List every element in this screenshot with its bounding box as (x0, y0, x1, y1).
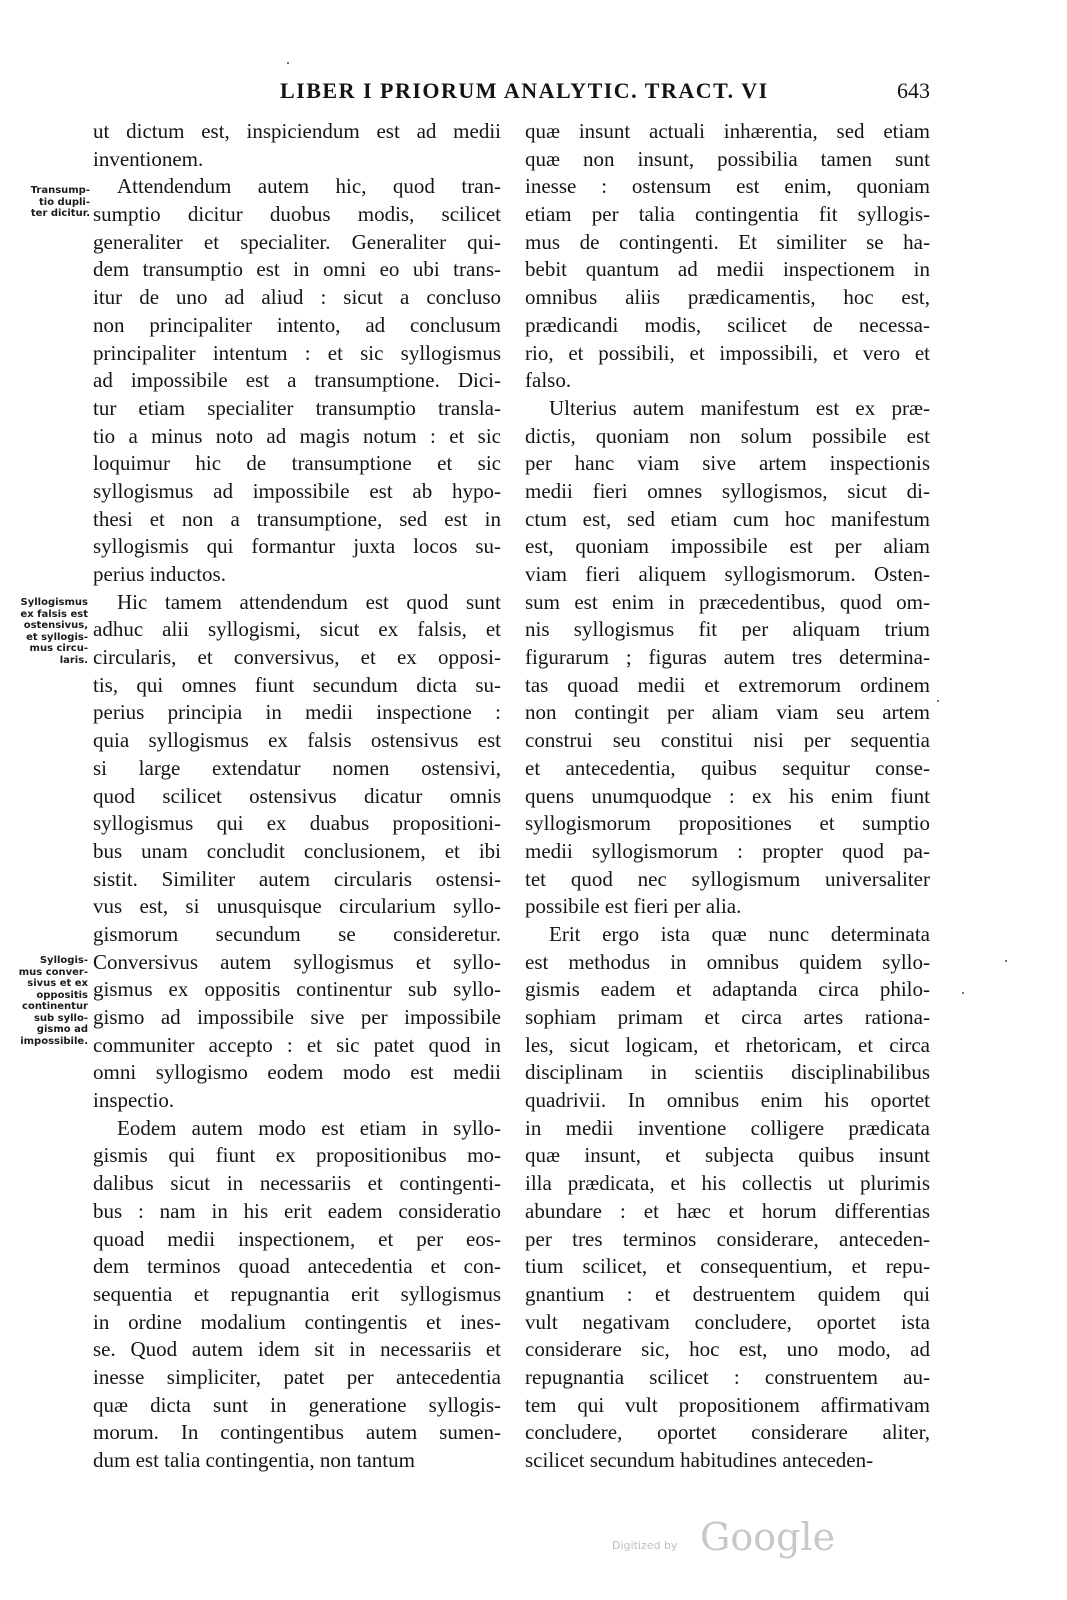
text-line: nis syllogismus fit per aliquam trium (525, 617, 930, 642)
text-line: dum est talia contingentia, non tantum (93, 1448, 415, 1472)
margin-note-line: gismo ad (36, 1024, 88, 1035)
text-line: ad impossibile est a transumptione. Dici- (93, 368, 501, 393)
margin-note-line: tio dupli- (38, 196, 90, 208)
text-line: bebit quantum ad medii inspectionem in (525, 257, 930, 282)
text-line: Erit ergo ista quæ nunc determinata (549, 921, 930, 946)
margin-note-line: sub syllo- (33, 1012, 88, 1024)
text-line: Hic tamem attendendum est quod sunt (117, 589, 501, 614)
text-line: medii syllogismorum : propter quod pa- (525, 838, 930, 863)
text-line: per tres terminos considerare, anteceden- (525, 1226, 930, 1251)
text-line: gismorum secundum se consideretur. (93, 921, 501, 946)
text-line: repugnantia scilicet : construentem au- (525, 1364, 930, 1389)
text-line: dictis, quoniam non solum possibile est (525, 423, 930, 448)
text-line: sophiam primam et circa artes rationa- (525, 1005, 930, 1029)
text-line: in ordine modalium contingentis et ines- (93, 1309, 501, 1334)
text-line: ctum est, sed etiam cum hoc manifestum (525, 506, 930, 531)
text-line: non principaliter intento, ad conclusum (93, 312, 501, 337)
text-line: tem qui vult propositionem affirmativam (525, 1392, 930, 1417)
text-line: quadrivii. In omnibus enim his oportet (525, 1088, 930, 1113)
text-line: falso. (525, 368, 572, 393)
scan-speck (1005, 960, 1007, 962)
text-line: perius principia in medii inspectione : (93, 700, 501, 725)
text-line: syllogismis qui formantur juxta locos su- (93, 534, 501, 559)
text-line: est, quoniam impossibile est per aliam (525, 534, 930, 559)
text-line: quæ non insunt, possibilia tamen sunt (525, 146, 930, 171)
text-line: abundare : et hæc et horum differentias (525, 1198, 930, 1223)
text-line: sum est enim in præcedentibus, quod om- (525, 589, 930, 614)
text-line: syllogismorum propositiones et sumptio (525, 811, 930, 836)
text-line: vus est, si unusquisque circularium syllo- (93, 894, 501, 919)
text-line: viam fieri aliquem syllogismorum. Osten- (525, 562, 930, 586)
margin-note-line: impossibile. (20, 1035, 88, 1047)
text-line: les, sicut logicam, et rhetoricam, et circa (525, 1032, 930, 1057)
scan-speck (287, 62, 289, 64)
text-line: et antecedentia, quibus sequitur conse- (525, 755, 930, 780)
text-line: quæ dicta sunt in generatione syllogis- (93, 1392, 501, 1417)
text-line: syllogismus ad impossibile est ab hypo- (93, 478, 501, 503)
margin-note-line: et syllogis- (26, 631, 88, 643)
margin-note-line: sivus et ex (27, 978, 88, 989)
text-line: possibile est fieri per alia. (525, 894, 742, 919)
text-line: illa prædicata, et his collectis ut plurimis (525, 1171, 930, 1196)
text-line: syllogismus qui ex duabus propositioni- (93, 811, 501, 836)
right-text-column (525, 118, 930, 1475)
text-line: principaliter intentum : et sic syllogismus (93, 340, 501, 365)
text-line: Conversivus autem syllogismus et syllo- (93, 949, 501, 974)
running-title: LIBER I PRIORUM ANALYTIC. TRACT. VI (280, 78, 769, 103)
margin-note-line: mus circu- (29, 643, 88, 654)
text-line: medii fieri omnes syllogismos, sicut di- (525, 478, 930, 503)
google-logo: Google (700, 1515, 836, 1559)
text-line: omni syllogismo eodem modo est medii (93, 1060, 501, 1085)
text-line: circularis, et conversivus, et ex opposi- (93, 645, 501, 670)
margin-note-line: continentur (22, 1001, 88, 1012)
text-line: inspectio. (93, 1088, 175, 1113)
text-line: gismus ex oppositis continentur sub syllo- (93, 977, 501, 1002)
text-line: sistit. Similiter autem circularis ostensi- (93, 866, 501, 891)
text-line: communiter accepto : et sic patet quod in (93, 1032, 501, 1057)
text-line: bus : nam in his erit eadem consideratio (93, 1198, 501, 1223)
text-line: est methodus in omnibus quidem syllo- (525, 949, 930, 974)
text-line: inesse : ostensum est enim, quoniam (525, 174, 930, 199)
digitized-label: Digitized by (612, 1539, 678, 1552)
text-line: gismis qui fiunt ex propositionibus mo- (93, 1143, 501, 1168)
text-line: rio, et possibili, et impossibili, et vero et (525, 340, 930, 365)
scan-speck (937, 700, 939, 702)
margin-note-line: Syllogis- (39, 955, 88, 966)
text-line: gismis eadem et adaptanda circa philo- (525, 977, 930, 1002)
text-line: sequentia et repugnantia erit syllogismus (93, 1281, 501, 1306)
text-line: se. Quod autem idem sit in necessariis et (93, 1337, 501, 1362)
text-line: gismo ad impossibile sive per impossibile (93, 1005, 501, 1029)
text-line: dalibus sicut in necessariis et contingenti- (93, 1171, 501, 1196)
text-line: tas quoad medii et extremorum ordinem (525, 672, 930, 697)
text-line: considerare sic, hoc est, uno modo, ad (525, 1337, 930, 1362)
text-line: etiam per talia contingentia fit syllogis- (525, 202, 930, 227)
text-line: tis, qui omnes fiunt secundum dicta su- (93, 672, 501, 697)
text-line: itur de uno ad aliud : sicut a concluso (93, 285, 501, 310)
margin-note-line: ostensivus, (23, 620, 88, 631)
margin-note-line: ex falsis est (20, 608, 88, 620)
text-line: omnibus aliis prædicamentis, hoc est, (525, 285, 930, 310)
left-text-column (93, 118, 501, 1475)
text-line: vult negativam concludere, oportet ista (525, 1309, 930, 1334)
margin-note-line: Syllogismus (20, 597, 88, 608)
text-line: quoad medii inspectionem, et per eos- (93, 1226, 501, 1251)
digitized-footer (612, 1515, 836, 1565)
text-line: Eodem autem modo est etiam in syllo- (117, 1115, 501, 1140)
text-line: per hanc viam sive artem inspectionis (525, 451, 930, 476)
text-line: scilicet secundum habitudines anteceden- (525, 1448, 874, 1472)
text-line: quia syllogismus ex falsis ostensivus est (93, 728, 501, 753)
text-line: inventionem. (93, 146, 204, 171)
page-header (90, 78, 930, 108)
text-line: tur etiam specialiter transumptio transla- (93, 395, 501, 420)
text-line: non contingit per aliam viam seu artem (525, 700, 930, 725)
scan-speck (962, 992, 964, 994)
text-line: tium scilicet, et consequentium, et repu- (525, 1254, 930, 1279)
text-line: sumptio dicitur duobus modis, scilicet (93, 202, 501, 227)
text-line: ut dictum est, inspiciendum est ad medii (93, 119, 501, 143)
text-line: tio a minus noto ad magis notum : et sic (93, 423, 501, 448)
margin-note-line: Transump- (30, 185, 90, 196)
text-line: disciplinam in scientiis disciplinabilibus (525, 1060, 930, 1085)
text-line: perius inductos. (93, 562, 226, 586)
text-line: Ulterius autem manifestum est ex præ- (549, 395, 930, 420)
margin-note-line: oppositis (36, 989, 88, 1001)
page-number: 643 (897, 78, 930, 103)
text-line: dem transumptio est in omni eo ubi trans- (93, 257, 501, 282)
text-line: quens unumquodque : ex his enim fiunt (525, 783, 930, 808)
margin-note-syllogismus-conversivus (0, 955, 88, 1047)
text-line: quod scilicet ostensivus dicatur omnis (93, 783, 501, 808)
text-line: inesse simpliciter, patet per antecedentia (93, 1364, 501, 1389)
text-line: concludere, oportet considerare aliter, (525, 1420, 930, 1445)
text-line: loquimur hic de transumptione et sic (93, 451, 501, 476)
text-line: bus unam concludit conclusionem, et ibi (93, 838, 501, 863)
text-line: figurarum ; figuras autem tres determina- (525, 645, 930, 670)
margin-note-syllogismus-ex-falsis (0, 597, 88, 666)
text-line: generaliter et specialiter. Generaliter qui- (93, 229, 501, 254)
margin-note-line: laris. (59, 654, 88, 666)
margin-note-line: ter dicitur. (30, 208, 90, 219)
text-line: construi seu constitui nisi per sequentia (525, 728, 930, 753)
text-line: tet quod nec syllogismum universaliter (525, 866, 930, 891)
margin-note-transumptio (2, 185, 90, 220)
text-line: quæ insunt actuali inhærentia, sed etiam (525, 119, 930, 143)
text-line: mus de contingenti. Et similiter se ha- (525, 229, 930, 254)
text-line: thesi et non a transumptione, sed est in (93, 506, 501, 531)
text-line: quæ insunt, et subjecta quibus insunt (525, 1143, 930, 1168)
text-line: si large extendatur nomen ostensivi, (93, 755, 501, 780)
text-line: in medii inventione colligere prædicata (525, 1115, 930, 1140)
text-line: morum. In contingentibus autem sumen- (93, 1420, 501, 1445)
text-line: Attendendum autem hic, quod tran- (117, 174, 501, 199)
text-line: gnantium : et destruentem quidem qui (525, 1281, 930, 1306)
margin-note-line: mus conver- (18, 966, 88, 978)
text-line: prædicandi modis, scilicet de necessa- (525, 312, 930, 337)
text-line: adhuc alii syllogismi, sicut ex falsis, et (93, 617, 501, 642)
text-line: dem terminos quoad antecedentia et con- (93, 1254, 501, 1279)
